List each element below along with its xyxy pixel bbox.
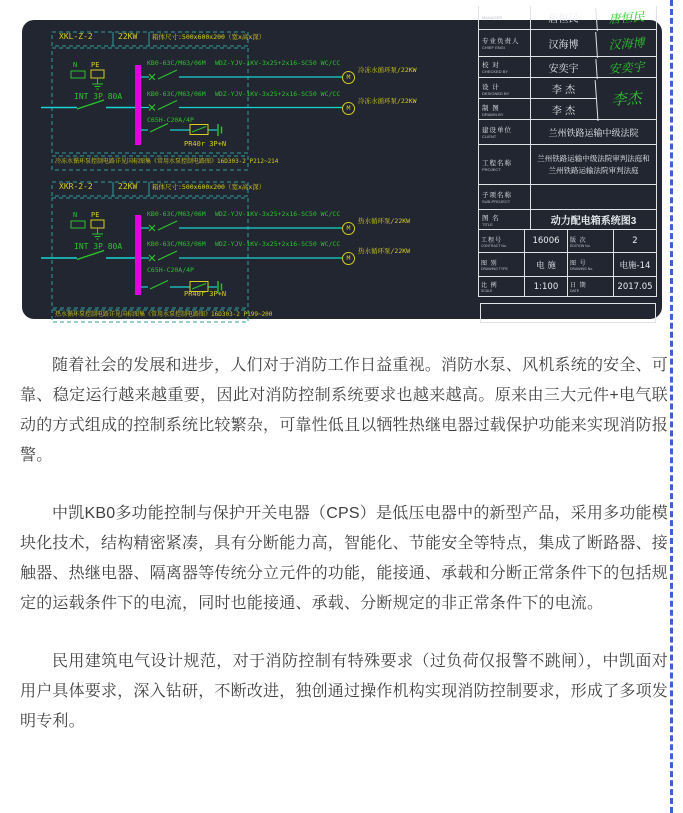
incoming-switch-label: INT 3P 80A bbox=[74, 242, 123, 251]
row-label: 子项名称 bbox=[482, 192, 512, 199]
row-sublabel: CLIENT bbox=[482, 134, 497, 139]
neutral-pe-symbols-2 bbox=[71, 220, 104, 239]
isolator-blade-1 bbox=[77, 100, 104, 109]
pe-label: PE bbox=[91, 211, 100, 219]
row-label: 设 计 bbox=[482, 83, 500, 91]
panel-name: XKR-2-2 bbox=[59, 182, 93, 191]
title-block-row bbox=[478, 253, 656, 277]
title-block-row bbox=[478, 57, 656, 78]
row-sublabel: SUB-PROJECT bbox=[482, 199, 511, 204]
row-sublabel: DRAWN BY bbox=[482, 111, 504, 117]
motor-icon: M bbox=[342, 71, 355, 84]
row-sublabel: DRAWING No. bbox=[570, 267, 594, 271]
cps-breaker-symbol bbox=[149, 251, 177, 261]
title-block-row bbox=[478, 145, 656, 185]
title-block-row bbox=[478, 78, 656, 120]
row-sublabel: PROJECT bbox=[482, 166, 501, 172]
person-name: 李 杰 bbox=[530, 78, 596, 99]
row-label: 校 对 bbox=[482, 62, 500, 69]
row-label: 工程名称 bbox=[482, 159, 512, 167]
motor-icon: M bbox=[342, 252, 355, 265]
motor-icon: M bbox=[342, 102, 355, 115]
panel-power: 22KW bbox=[118, 32, 138, 41]
title-block-row bbox=[478, 230, 656, 253]
branch-load: 热水循环泵/22KW bbox=[358, 217, 411, 225]
branch-cable: WDZ-YJV-1KV-3x25+2x16-SC50 WC/CC bbox=[215, 240, 341, 248]
branch-breaker: KB0-63C/M63/06M bbox=[147, 240, 206, 248]
branch-load: 冷冻水循环泵/22KW bbox=[358, 97, 417, 105]
row-sublabel: SCALE bbox=[481, 289, 493, 293]
title-block bbox=[478, 6, 657, 297]
row-sublabel: CHIEF ENGI bbox=[482, 45, 505, 50]
row-label: 比 例 bbox=[481, 283, 498, 289]
panel-note: 热水循环泵控制电路详见国标图集《常用水泵控制电路图》16D303-2 P199~200 bbox=[55, 311, 273, 318]
isolator-blade-2 bbox=[77, 251, 104, 260]
spd-breaker: C65H-C20A/4P bbox=[147, 266, 194, 274]
person-name: 唐恒民 bbox=[530, 6, 596, 29]
scale-value: 1:100 bbox=[524, 277, 567, 296]
project-name: 兰州铁路运输中级法院审判法庭和兰州铁路运输法院审判法庭 bbox=[530, 145, 656, 184]
pe-label: PE bbox=[91, 61, 100, 69]
panel-size: 箱体尺寸:500x600x200（宽x高x深） bbox=[152, 183, 266, 191]
spd-device: PR40r 3P+N bbox=[184, 140, 227, 148]
branch-breaker: KB0-63C/M63/06M bbox=[147, 90, 206, 98]
title-block-row bbox=[478, 185, 656, 210]
busbar-2 bbox=[135, 215, 141, 295]
row-label: 图 号 bbox=[570, 261, 587, 267]
paragraph: 随着社会的发展和进步，人们对于消防工作日益重视。消防水泵、风机系统的安全、可靠、稳定运行越来越重要，因此对消防控制系统要求也越来越高。原来由三大元件+电气联动的方式组成的控制系统比较繁杂，可靠性低且以牺牲热继电器过载保护功能来实现消防报警。 bbox=[20, 357, 669, 464]
person-name: 李 杰 bbox=[530, 99, 596, 120]
branch-breaker: KB0-63C/M63/06M bbox=[147, 59, 206, 67]
panel-power: 22KW bbox=[118, 182, 138, 191]
drawing-type: 电 施 bbox=[524, 253, 567, 276]
drawing-no: 电施-14 bbox=[613, 253, 656, 276]
busbar-1 bbox=[135, 65, 141, 145]
branch-cable: WDZ-YJV-1KV-3x25+2x16-SC50 WC/CC bbox=[215, 210, 341, 218]
row-label: 建设单位 bbox=[482, 127, 512, 134]
title-block-row bbox=[478, 6, 656, 30]
row-sublabel: EDITION No. bbox=[570, 243, 591, 248]
title-block-row bbox=[478, 30, 656, 57]
person-name: 安奕宇 bbox=[530, 57, 596, 77]
selection-guide-line bbox=[670, 0, 673, 813]
row-label: 图 别 bbox=[481, 261, 498, 267]
person-name: 汉海博 bbox=[530, 30, 596, 56]
title-block-row bbox=[478, 210, 656, 230]
row-label: 版 次 bbox=[570, 237, 587, 244]
branch-load: 冷冻水循环泵/22KW bbox=[358, 66, 417, 74]
paragraph: 民用建筑电气设计规范，对于消防控制有特殊要求（过负荷仅报警不跳闸），中凯面对用户具体要求，深入钻研，不断改进，独创通过操作机构实现消防控制要求，形成了多项发明专利。 bbox=[20, 653, 669, 730]
motor-icon: M bbox=[342, 222, 355, 235]
branch-cable: WDZ-YJV-1KV-3x25+2x16-SC50 WC/CC bbox=[215, 59, 341, 67]
row-label: 日 期 bbox=[570, 283, 587, 289]
paragraph: 中凯KB0多功能控制与保护开关电器（CPS）是低压电器中的新型产品，采用多功能模块化技术，结构精密紧凑，具有分断能力高，智能化、节能安全等特点，集成了断路器、接触器、热继电器、隔离器等传统分立元件的功能，能接通、承载和分断正常条件下的包括规定的运载条件下的电流，同时也能接通、承载、分断规定的非正常条件下的电流。 bbox=[20, 505, 669, 612]
row-sublabel: CHECKED BY bbox=[482, 69, 509, 74]
client-name: 兰州铁路运输中级法院 bbox=[530, 120, 656, 144]
signature: 安奕宇 bbox=[595, 55, 656, 79]
row-label: 专业负责人 bbox=[482, 38, 520, 45]
row-sublabel: DATE bbox=[570, 289, 580, 293]
cps-breaker-symbol bbox=[149, 101, 177, 111]
contract-no: 16006 bbox=[524, 230, 567, 252]
branch-cable: WDZ-YJV-1KV-3x25+2x16-SC50 WC/CC bbox=[215, 90, 341, 98]
article-body bbox=[20, 351, 668, 765]
cps-breaker-symbol bbox=[149, 221, 177, 231]
neutral-pe-symbols-1 bbox=[71, 70, 104, 89]
spd-device: PR40r 3P+N bbox=[184, 290, 227, 298]
title-block-row bbox=[478, 277, 656, 297]
title-block-extra-box bbox=[480, 303, 656, 323]
incoming-switch-label: INT 3P 80A bbox=[74, 92, 123, 101]
row-label: 制 图 bbox=[482, 104, 500, 112]
row-sublabel: CONTRACT No. bbox=[481, 243, 507, 248]
signature: 汉海博 bbox=[595, 28, 657, 58]
branch-load: 热水循环泵/22KW bbox=[358, 247, 411, 255]
title-block-row bbox=[478, 120, 656, 145]
row-sublabel: TITLE bbox=[482, 221, 493, 227]
panel-note: 冷冻水循环泵控制电路详见国标图集《常用水泵控制电路图》16D303-2 P212~214 bbox=[55, 158, 279, 165]
row-sublabel: DRAWING TYPE bbox=[481, 267, 508, 271]
panel-name: XKL-Z-2 bbox=[59, 32, 93, 41]
panel-size: 箱体尺寸:500x600x200（宽x高x深） bbox=[152, 33, 266, 41]
row-sublabel: DESIGNED BY bbox=[482, 90, 510, 96]
cad-drawing bbox=[22, 9, 662, 319]
date-value: 2017.05 bbox=[613, 277, 656, 296]
signature: 唐恒民 bbox=[595, 4, 656, 31]
drawing-title: 动力配电箱系统图3 bbox=[530, 210, 656, 229]
row-label: 工程号 bbox=[481, 237, 503, 244]
edition-no: 2 bbox=[613, 230, 656, 252]
row-sublabel: MANAGER bbox=[482, 15, 503, 20]
branch-breaker: KB0-63C/M63/06M bbox=[147, 210, 206, 218]
row-label: 图 名 bbox=[482, 214, 500, 222]
neutral-label: N bbox=[73, 61, 78, 69]
sub-project-name bbox=[530, 185, 656, 209]
neutral-label: N bbox=[73, 211, 78, 219]
cps-breaker-symbol bbox=[149, 70, 177, 80]
signature: 李杰 bbox=[595, 76, 658, 121]
spd-breaker: C65H-C20A/4P bbox=[147, 116, 194, 124]
